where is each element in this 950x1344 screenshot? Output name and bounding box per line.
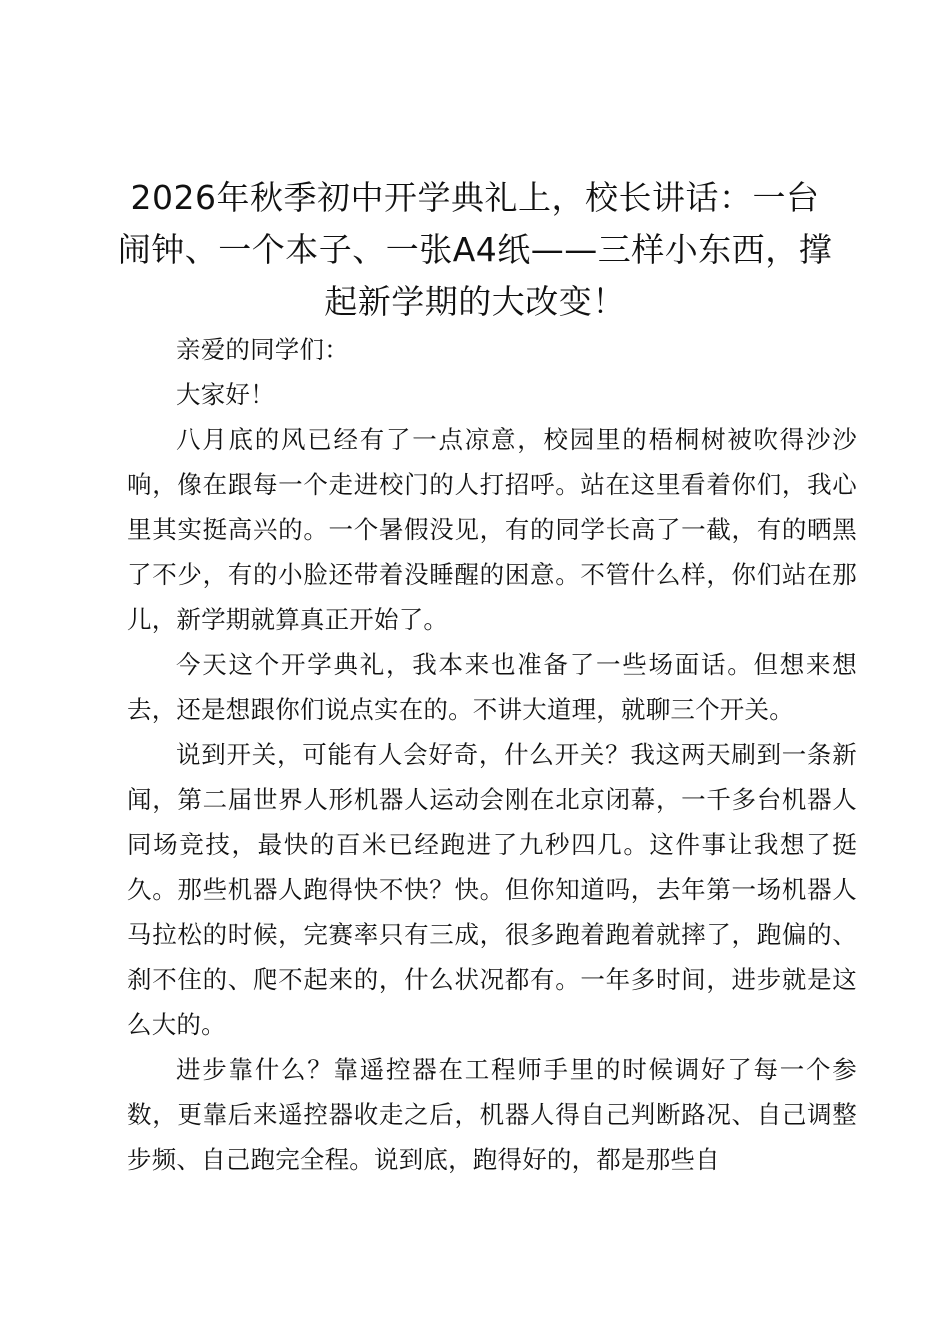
paragraph: 进步靠什么？靠遥控器在工程师手里的时候调好了每一个参数，更靠后来遥控器收走之后，机器人得自己判断路况、自己调整步频、自己跑完全程。说到底，跑得好的，都是那些自 bbox=[127, 1055, 857, 1174]
document-title: 2026年秋季初中开学典礼上，校长讲话：一台闹钟、一个本子、一张A4纸——三样小东西，撑起新学期的大改变！ bbox=[117, 178, 833, 321]
document-body bbox=[127, 327, 857, 1182]
paragraph: 说到开关，可能有人会好奇，什么开关？我这两天刷到一条新闻，第二届世界人形机器人运动会刚在北京闭幕，一千多台机器人同场竞技，最快的百米已经跑进了九秒四几。这件事让我想了挺久。那些机器人跑得快不快？快。但你知道吗，去年第一场机器人马拉松的时候，完赛率只有三成，很多跑着跑着就摔了，跑偏的、刹不住的、爬不起来的，什么状况都有。一年多时间，进步就是这么大的。 bbox=[127, 740, 857, 1039]
paragraph: 今天这个开学典礼，我本来也准备了一些场面话。但想来想去，还是想跟你们说点实在的。不讲大道理，就聊三个开关。 bbox=[127, 650, 857, 724]
salutation: 亲爱的同学们： bbox=[176, 335, 349, 364]
paragraph: 八月底的风已经有了一点凉意，校园里的梧桐树被吹得沙沙响，像在跟每一个走进校门的人打招呼。站在这里看着你们，我心里其实挺高兴的。一个暑假没见，有的同学长高了一截，有的晒黑了不少，有的小脸还带着没睡醒的困意。不管什么样，你们站在那儿，新学期就算真正开始了。 bbox=[127, 425, 857, 634]
greeting: 大家好！ bbox=[176, 380, 275, 409]
